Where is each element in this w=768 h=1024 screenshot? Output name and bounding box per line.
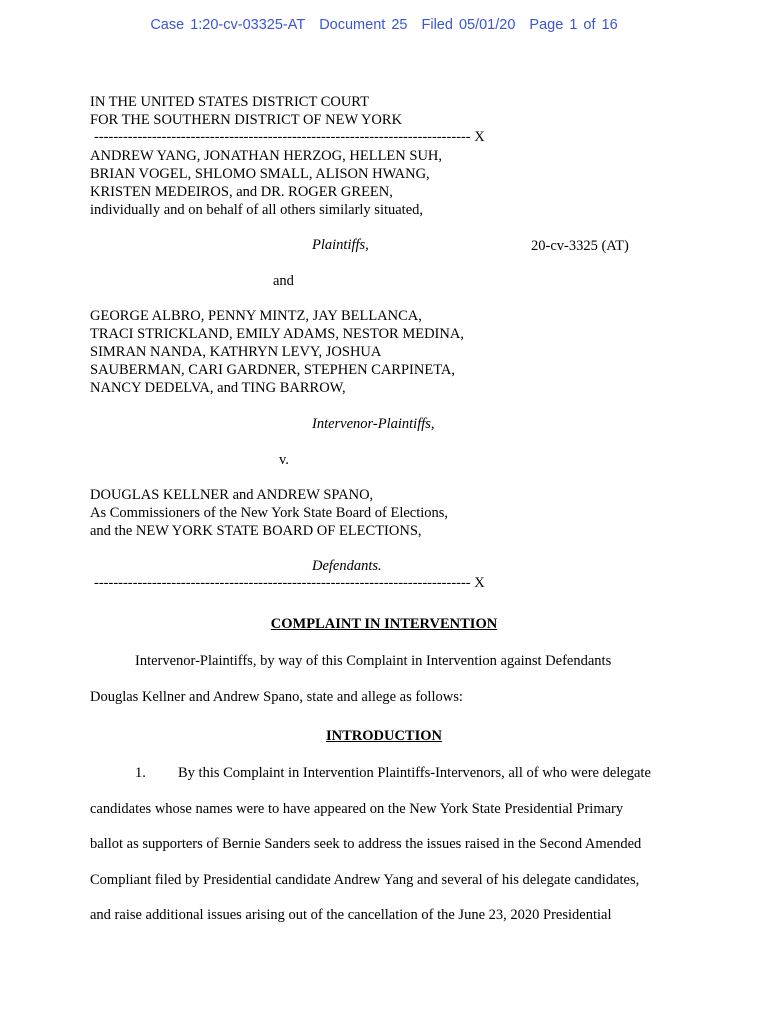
caption-separator-top: ------------------------------------------------------------------------------ X xyxy=(94,129,485,145)
paragraph-line: candidates whose names were to have appeared on the New York State Presidential Primary xyxy=(90,801,624,817)
document-number: Document 25 xyxy=(319,17,408,33)
defendants-line: DOUGLAS KELLNER and ANDREW SPANO, xyxy=(90,487,374,503)
defendants-line: and the NEW YORK STATE BOARD OF ELECTIONS, xyxy=(90,523,422,539)
plaintiffs-line: BRIAN VOGEL, SHLOMO SMALL, ALISON HWANG, xyxy=(90,166,430,182)
intervenors-line: TRACI STRICKLAND, EMILY ADAMS, NESTOR MEDINA, xyxy=(90,326,464,342)
paragraph-line: ballot as supporters of Bernie Sanders seek to address the issues raised in the Second Amended xyxy=(90,836,642,852)
intro-line: Douglas Kellner and Andrew Spano, state and allege as follows: xyxy=(90,689,463,705)
plaintiffs-line: ANDREW YANG, JONATHAN HERZOG, HELLEN SUH, xyxy=(90,148,443,164)
case-number: 20-cv-3325 (AT) xyxy=(531,238,629,254)
paragraph-line: and raise additional issues arising out of the cancellation of the June 23, 2020 Presidential xyxy=(90,907,612,923)
paragraph-line: Compliant filed by Presidential candidate Andrew Yang and several of his delegate candidates, xyxy=(90,872,640,888)
defendants-line: As Commissioners of the New York State Board of Elections, xyxy=(90,505,449,521)
plaintiffs-line: KRISTEN MEDEIROS, and DR. ROGER GREEN, xyxy=(90,184,393,200)
plaintiffs-label: Plaintiffs, xyxy=(312,237,369,253)
court-name-line1: IN THE UNITED STATES DISTRICT COURT xyxy=(90,94,369,110)
court-name-line2: FOR THE SOUTHERN DISTRICT OF NEW YORK xyxy=(90,112,403,128)
intervenors-line: NANCY DEDELVA, and TING BARROW, xyxy=(90,380,346,396)
intervenors-line: SAUBERMAN, CARI GARDNER, STEPHEN CARPINETA, xyxy=(90,362,455,378)
paragraph-line: By this Complaint in Intervention Plaintiffs-Intervenors, all of who were delegate xyxy=(178,765,651,781)
versus: v. xyxy=(279,452,289,468)
caption-separator-bottom: ------------------------------------------------------------------------------ X xyxy=(94,575,485,591)
case-number-header: Case 1:20-cv-03325-AT xyxy=(150,17,306,33)
intervenors-line: GEORGE ALBRO, PENNY MINTZ, JAY BELLANCA, xyxy=(90,308,422,324)
intro-line: Intervenor-Plaintiffs, by way of this Complaint in Intervention against Defendants xyxy=(135,653,612,669)
filed-date: Filed 05/01/20 xyxy=(421,17,516,33)
document-title: COMPLAINT IN INTERVENTION xyxy=(270,616,498,632)
ecf-header xyxy=(0,17,768,33)
section-heading: INTRODUCTION xyxy=(325,728,442,744)
intervenors-line: SIMRAN NANDA, KATHRYN LEVY, JOSHUA xyxy=(90,344,382,360)
paragraph-number: 1. xyxy=(135,765,146,781)
and-connector: and xyxy=(273,273,294,289)
intervenors-label: Intervenor-Plaintiffs, xyxy=(312,416,435,432)
plaintiffs-line: individually and on behalf of all others similarly situated, xyxy=(90,202,424,218)
defendants-label: Defendants. xyxy=(312,558,382,574)
page-indicator: Page 1 of 16 xyxy=(529,17,618,33)
